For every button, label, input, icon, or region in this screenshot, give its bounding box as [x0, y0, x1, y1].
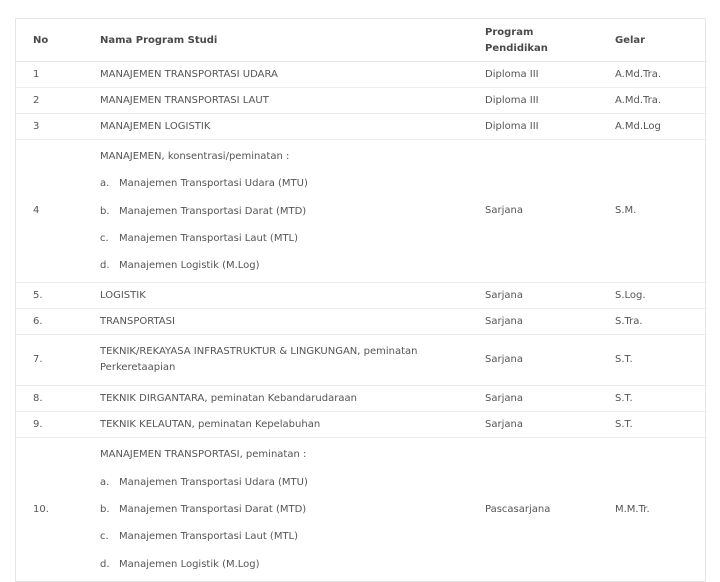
table-row — [16, 62, 707, 88]
row-name: TEKNIK DIRGANTARA, peminatan Kebandarudaraan — [100, 386, 485, 412]
row-name: TEKNIK KELAUTAN, peminatan Kepelabuhan — [100, 412, 485, 438]
table-row — [16, 438, 707, 581]
program-studi-table — [16, 19, 707, 581]
header-program-pendidikan: Program Pendidikan — [485, 19, 615, 62]
header-no: No — [16, 19, 100, 62]
row-gelar: A.Md.Log — [615, 114, 707, 140]
concentration-item: c. Manajemen Transportasi Laut (MTL) — [100, 232, 299, 244]
row-program: Sarjana — [485, 386, 615, 412]
row-gelar: S.T. — [615, 412, 707, 438]
program-studi-table-container — [15, 18, 706, 582]
table-row — [16, 114, 707, 140]
row-program: Diploma III — [485, 114, 615, 140]
row-program: Sarjana — [485, 412, 615, 438]
row-gelar: S.Tra. — [615, 309, 707, 335]
table-row — [16, 140, 707, 283]
concentration-item: b. Manajemen Transportasi Darat (MTD) — [100, 205, 307, 217]
row-gelar: S.M. — [615, 140, 707, 283]
row-program: Sarjana — [485, 283, 615, 309]
row-no: 9. — [16, 412, 100, 438]
row-gelar: A.Md.Tra. — [615, 62, 707, 88]
row-no: 5. — [16, 283, 100, 309]
row-gelar: S.T. — [615, 386, 707, 412]
concentration-item: b. Manajemen Transportasi Darat (MTD) — [100, 504, 307, 516]
row-name: MANAJEMEN TRANSPORTASI LAUT — [100, 88, 485, 114]
row-name — [100, 438, 485, 581]
row-name: TRANSPORTASI — [100, 309, 485, 335]
row-program: Sarjana — [485, 335, 615, 386]
row-name: LOGISTIK — [100, 283, 485, 309]
row-name — [100, 140, 485, 283]
row-program: Pascasarjana — [485, 503, 551, 515]
table-row — [16, 88, 707, 114]
table-row — [16, 309, 707, 335]
header-nama-program-studi: Nama Program Studi — [100, 19, 485, 62]
row-gelar: M.M.Tr. — [615, 503, 650, 515]
row-no: 7. — [16, 335, 100, 386]
row-no: 4 — [16, 140, 100, 283]
concentration-item: d. Manajemen Logistik (M.Log) — [100, 558, 260, 570]
table-row — [16, 412, 707, 438]
row-no: 10. — [33, 503, 49, 515]
header-gelar: Gelar — [615, 19, 707, 62]
row-gelar: S.T. — [615, 335, 707, 386]
table-header-row — [16, 19, 707, 62]
concentration-item: d. Manajemen Logistik (M.Log) — [100, 260, 260, 272]
concentration-heading: MANAJEMEN, konsentrasi/peminatan : — [100, 151, 290, 162]
table-row — [16, 283, 707, 309]
concentration-item: c. Manajemen Transportasi Laut (MTL) — [100, 531, 299, 543]
row-no: 8. — [16, 386, 100, 412]
row-no: 3 — [16, 114, 100, 140]
row-gelar: A.Md.Tra. — [615, 88, 707, 114]
row-program: Sarjana — [485, 309, 615, 335]
row-program: Diploma III — [485, 62, 615, 88]
table-row — [16, 335, 707, 386]
row-no: 2 — [16, 88, 100, 114]
row-program: Sarjana — [485, 140, 615, 283]
row-gelar: S.Log. — [615, 283, 707, 309]
row-program: Diploma III — [485, 88, 615, 114]
row-name: TEKNIK/REKAYASA INFRASTRUKTUR & LINGKUNGAN, peminatan Perkeretaapian — [100, 335, 485, 386]
row-no: 6. — [16, 309, 100, 335]
concentration-item: a. Manajemen Transportasi Udara (MTU) — [100, 178, 308, 190]
concentration-item: a. Manajemen Transportasi Udara (MTU) — [100, 476, 308, 488]
table-row — [16, 386, 707, 412]
row-no: 1 — [16, 62, 100, 88]
row-name: MANAJEMEN TRANSPORTASI UDARA — [100, 62, 485, 88]
row-name: MANAJEMEN LOGISTIK — [100, 114, 485, 140]
concentration-heading: MANAJEMEN TRANSPORTASI, peminatan : — [100, 449, 307, 461]
